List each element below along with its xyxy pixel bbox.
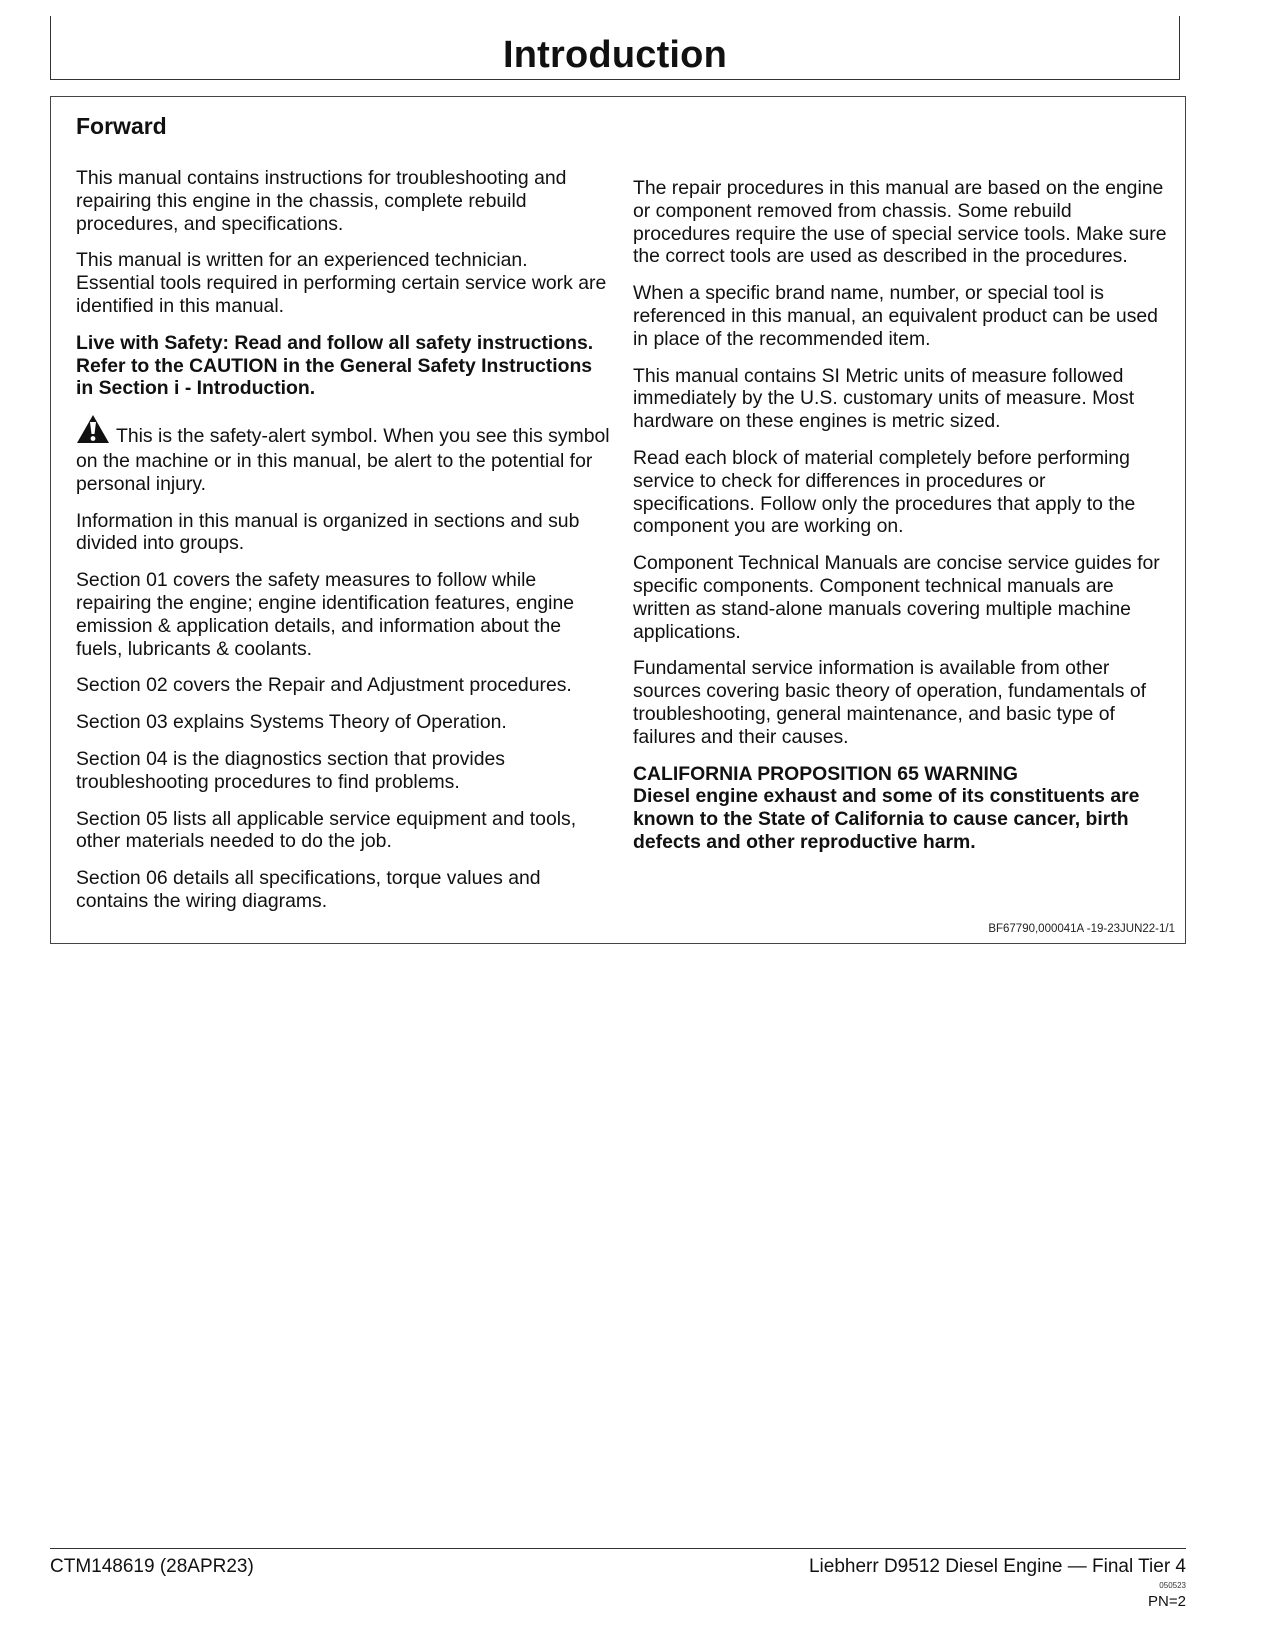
page-number: PN=2 — [1148, 1593, 1186, 1610]
paragraph: Section 05 lists all applicable service equipment and tools, other materials needed to do the job. — [76, 807, 577, 853]
paragraph: Fundamental service information is available from other sources covering basic theory of operation, fundamentals of troubleshooting, general maintenance, and basic type of failures and their causes. — [633, 657, 1147, 748]
manual-id: CTM148619 (28APR23) — [50, 1556, 254, 1577]
paragraph: Read each block of material completely before performing service to check for differences in procedures or specifications. Follow only the procedures that apply to the component you are working on. — [633, 446, 1136, 538]
safety-alert-icon — [76, 414, 110, 450]
paragraph: Section 04 is the diagnostics section that provides troubleshooting procedures to find problems. — [76, 747, 505, 793]
manual-title: Liebherr D9512 Diesel Engine — Final Tier 4 — [808, 1556, 1186, 1577]
left-column — [76, 167, 611, 927]
safety-alert-text: This is the safety-alert symbol. When you see this symbol on the machine or in this manual, be alert to the potential for personal injury. — [76, 425, 610, 495]
page-header — [50, 16, 1180, 80]
paragraph: This manual contains instructions for troubleshooting and repairing this engine in the chassis, complete rebuild procedures, and specifications. — [76, 167, 567, 235]
paragraph: When a specific brand name, number, or special tool is referenced in this manual, an equivalent product can be used in place of the recommended item. — [633, 282, 1158, 350]
paragraph: This manual is written for an experienced technician. Essential tools required in performing certain service work are identified in this manual. — [76, 249, 607, 317]
safety-alert-paragraph — [76, 414, 611, 495]
paragraph: The repair procedures in this manual are based on the engine or component removed from chassis. Some rebuild procedures require the use of special service tools. Make sure the correct tools are used as described in the procedures. — [633, 177, 1167, 268]
safety-statement: Live with Safety: Read and follow all safety instructions. Refer to the CAUTION in the General Safety Instructions in Section i - Introduction. — [76, 331, 594, 400]
warning-text: Diesel engine exhaust and some of its constituents are known to the State of California to cause cancer, birth defects and other reproductive harm. — [633, 785, 1140, 853]
page-title: Introduction — [502, 34, 728, 76]
paragraph: Section 02 covers the Repair and Adjustment procedures. — [76, 674, 572, 697]
forward-section — [50, 96, 1186, 944]
document-id: BF67790,000041A -19-23JUN22-1/1 — [988, 923, 1175, 935]
footer-divider — [50, 1548, 1186, 1549]
paragraph: Section 03 explains Systems Theory of Operation. — [76, 711, 507, 734]
paragraph: Section 01 covers the safety measures to follow while repairing the engine; engine identification features, engine emission & application details, and information about the fuels, lubricants & coolants. — [76, 569, 575, 660]
warning-title: CALIFORNIA PROPOSITION 65 WARNING — [633, 762, 1018, 785]
section-title: Forward — [76, 113, 167, 139]
footer-code: 050523 — [1159, 1581, 1186, 1590]
paragraph: This manual contains SI Metric units of measure followed immediately by the U.S. customary units of measure. Most hardware on these engines is metric sized. — [633, 364, 1135, 433]
paragraph: Information in this manual is organized in sections and sub divided into groups. — [76, 509, 580, 555]
right-column — [633, 177, 1168, 868]
paragraph: Component Technical Manuals are concise service guides for specific components. Component technical manuals are written as stand-alone manuals covering multiple machine applications. — [633, 552, 1160, 643]
paragraph: Section 06 details all specifications, torque values and contains the wiring diagrams. — [76, 867, 541, 912]
